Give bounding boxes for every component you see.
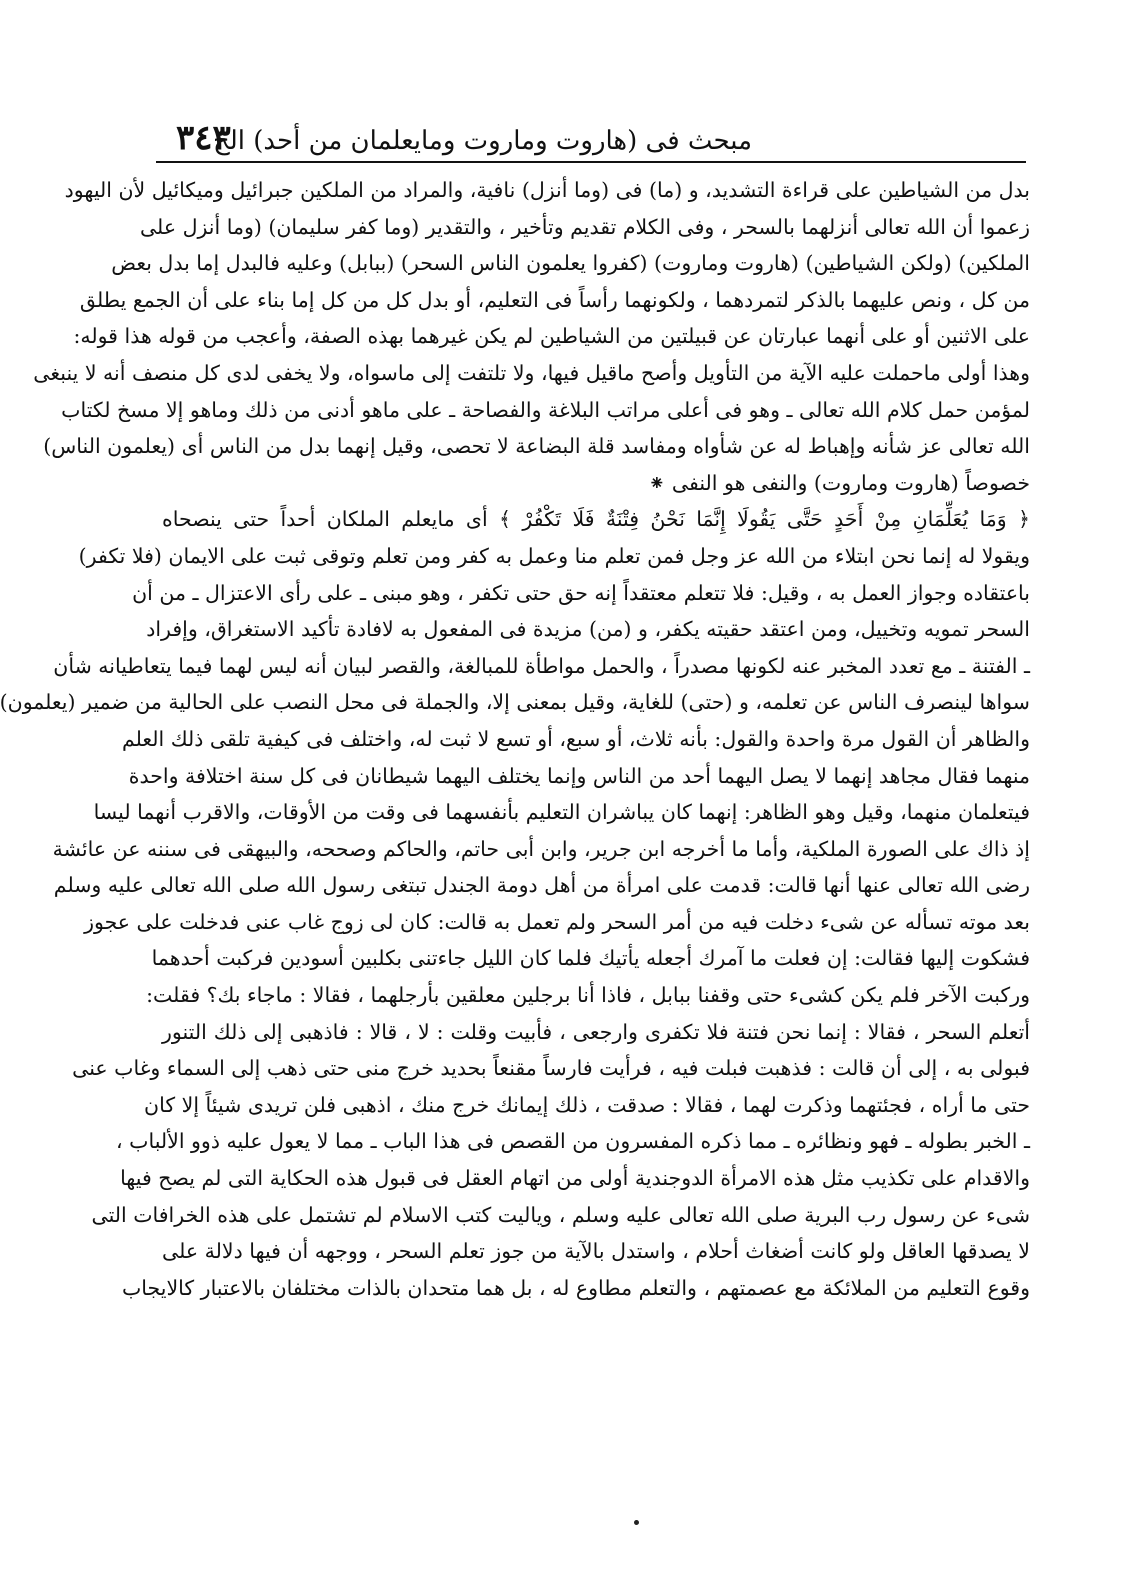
text-line: إذ ذاك على الصورة الملكية، وأما ما أخرجه ابن جرير، وابن أبى حاتم، والحاكم وصححه، والبيهقى فى سننه عن عائشة: [52, 836, 1030, 861]
text-line: منهما فقال مجاهد إنهما لا يصل اليهما أحد من الناس وإنما يختلف اليهما شيطانان فى كل سنة اختلافة واحدة: [128, 763, 1030, 788]
header-divider: [156, 161, 1026, 163]
text-line: شىء عن رسول رب البرية صلى الله تعالى عليه وسلم ، وياليت كتب الاسلام لم تشتمل على هذه الخرافات التى: [91, 1202, 1030, 1227]
text-line: والظاهر أن القول مرة واحدة والقول: بأنه ثلاث، أو سبع، أو تسع لا ثبت له، واختلف فى كيفية تلقى ذلك العلم: [121, 726, 1030, 751]
text-line: زعموا أن الله تعالى أنزلهما بالسحر ، وفى الكلام تقديم وتأخير ، والتقدير (وما كفر سليمان) (وما أنزل على: [139, 214, 1030, 239]
text-line: وهذا أولى ماحملت عليه الآية من التأويل وأصح ماقيل فيها، ولا تلتفت إلى ماسواه، ولا يخفى لدى كل منصف أنه لا ينبغى: [33, 360, 1030, 385]
body-text: [0, 172, 1030, 1306]
text-line: ـ الخبر بطوله ـ فهو ونظائره ـ مما ذكره المفسرون من القصص فى هذا الباب ـ مما لا يعول عليه ذوو الألباب ،: [116, 1129, 1030, 1154]
text-line: ويقولا له إنما نحن ابتلاء من الله عز وجل فمن تعلم منا وعمل به كفر ومن تعلم وتوقى ثبت على الايمان (فلا تكفر): [78, 543, 1030, 568]
quran-verse-line: ﴿ وَمَا يُعَلِّمَانِ مِنْ أَحَدٍ حَتَّى يَقُولَا إِنَّمَا نَحْنُ فِتْنَةٌ فَلَا تَكْفُرْ ﴾ أى مايعلم الملكان أحداً حتى ينصحاه: [162, 507, 1030, 532]
text-line: بعد موته تسأله عن شىء دخلت فيه من أمر السحر ولم تعمل به قالت: كان لى زوج غاب عنى فدخلت على عجوز: [84, 909, 1030, 934]
text-line: وركبت الآخر فلم يكن كشىء حتى وقفنا ببابل ، فاذا أنا برجلين معلقين بأرجلهما ، فقالا : ماجاء بك؟ فقلت:: [146, 983, 1030, 1008]
text-line: حتى ما أراه ، فجئتهما وذكرت لهما ، فقالا : صدقت ، ذلك إيمانك خرج منك ، اذهبى فلن تريدى شيئاً إلا كان: [144, 1092, 1030, 1117]
text-line: والاقدام على تكذيب مثل هذه الامرأة الدوجندية أولى من اتهام العقل فى قبول هذه الحكاية التى لم يصح فيها: [120, 1166, 1030, 1191]
text-line: على الاثنين أو على أنهما عبارتان عن قبيلتين من الشياطين لم يكن غيرهما بهذه الصفة، وأعجب من قوله هذا قوله:: [73, 324, 1030, 349]
footer-mark: [634, 1520, 639, 1525]
page-number: ٣٤٣: [176, 118, 231, 158]
text-line: السحر تمويه وتخييل، ومن اعتقد حقيته يكفر، و (من) مزيدة فى المفعول به لافادة تأكيد الاستغراق، وإفراد: [146, 617, 1030, 642]
text-line: فشكوت إليها فقالت: إن فعلت ما آمرك أجعله يأتيك فلما كان الليل جاءتنى بكلبين أسودين فركبت أحدهما: [151, 946, 1030, 971]
text-line: وقوع التعليم من الملائكة مع عصمتهم ، والتعلم مطاوع له ، بل هما متحدان بالذات مختلفان بالاعتبار كالايجاب: [121, 1275, 1030, 1300]
text-line: لمؤمن حمل كلام الله تعالى ـ وهو فى أعلى مراتب البلاغة والفصاحة ـ على ماهو أدنى من ذلك وماهو إلا مسخ لكتاب: [61, 397, 1030, 422]
text-line: ـ الفتنة ـ مع تعدد المخبر عنه لكونها مصدراً ، والحمل مواطأة للمبالغة، والقصر لبيان أنه ليس لهما فيما يتعاطيانه شأن: [53, 653, 1030, 678]
text-line: الله تعالى عز شأنه وإهباط له عن شأواه ومفاسد قلة البضاعة لا تحصى، وقيل إنهما بدل من الناس أى (يعلمون الناس): [43, 434, 1030, 459]
text-line: باعتقاده وجواز العمل به ، وقيل: فلا تتعلم معتقداً إنه حق حتى تكفر ، وهو مبنى ـ على رأى الاعتزال ـ من أن: [132, 580, 1030, 605]
text-line: خصوصاً (هاروت وماروت) والنفى هو النفى ⁕: [648, 470, 1030, 495]
text-line: سواها لينصرف الناس عن تعلمه، و (حتى) للغاية، وقيل بمعنى إلا، والجملة فى محل النصب على الحالية من ضمير (يعلمون): [0, 690, 1030, 715]
text-line: من كل ، ونص عليهما بالذكر لتمردهما ، ولكونهما رأساً فى التعليم، أو بدل كل من كل إما بناء على أن الجمع يطلق: [79, 287, 1030, 312]
text-line: رضى الله تعالى عنها أنها قالت: قدمت على امرأة من أهل دومة الجندل تبتغى رسول الله صلى الله تعالى عليه وسلم: [53, 873, 1030, 898]
text-line: فبولى به ، إلى أن قالت : فذهبت فبلت فيه ، فرأيت فارساً مقنعاً بحديد خرج منى حتى ذهب إلى السماء وغاب عنى: [72, 1056, 1030, 1081]
text-line: الملكين) (ولكن الشياطين) (هاروت وماروت) (كفروا يعلمون الناس السحر) (ببابل) وعليه فالبدل إما بدل بعض: [111, 251, 1030, 276]
text-line: فيتعلمان منهما، وقيل وهو الظاهر: إنهما كان يباشران التعليم بأنفسهما فى وقت من الأوقات، والاقرب أنهما ليسا: [93, 800, 1030, 825]
text-line: بدل من الشياطين على قراءة التشديد، و (ما) فى (وما أنزل) نافية، والمراد من الملكين جبرائيل وميكائيل لأن اليهود: [64, 178, 1030, 202]
page-header: [156, 112, 1022, 162]
text-line: أتعلم السحر ، فقالا : إنما نحن فتنة فلا تكفرى وارجعى ، فأبيت وقلت : لا ، قالا : فاذهبى إلى ذلك التنور: [162, 1019, 1030, 1044]
text-line: لا يصدقها العاقل ولو كانت أضغاث أحلام ، واستدل بالآية من جوز تعلم السحر ، ووجهه أن فيها دلالة على: [162, 1239, 1030, 1264]
running-title: مبحث فى (هاروت وماروت ومايعلمان من أحد) الخ: [213, 126, 752, 156]
